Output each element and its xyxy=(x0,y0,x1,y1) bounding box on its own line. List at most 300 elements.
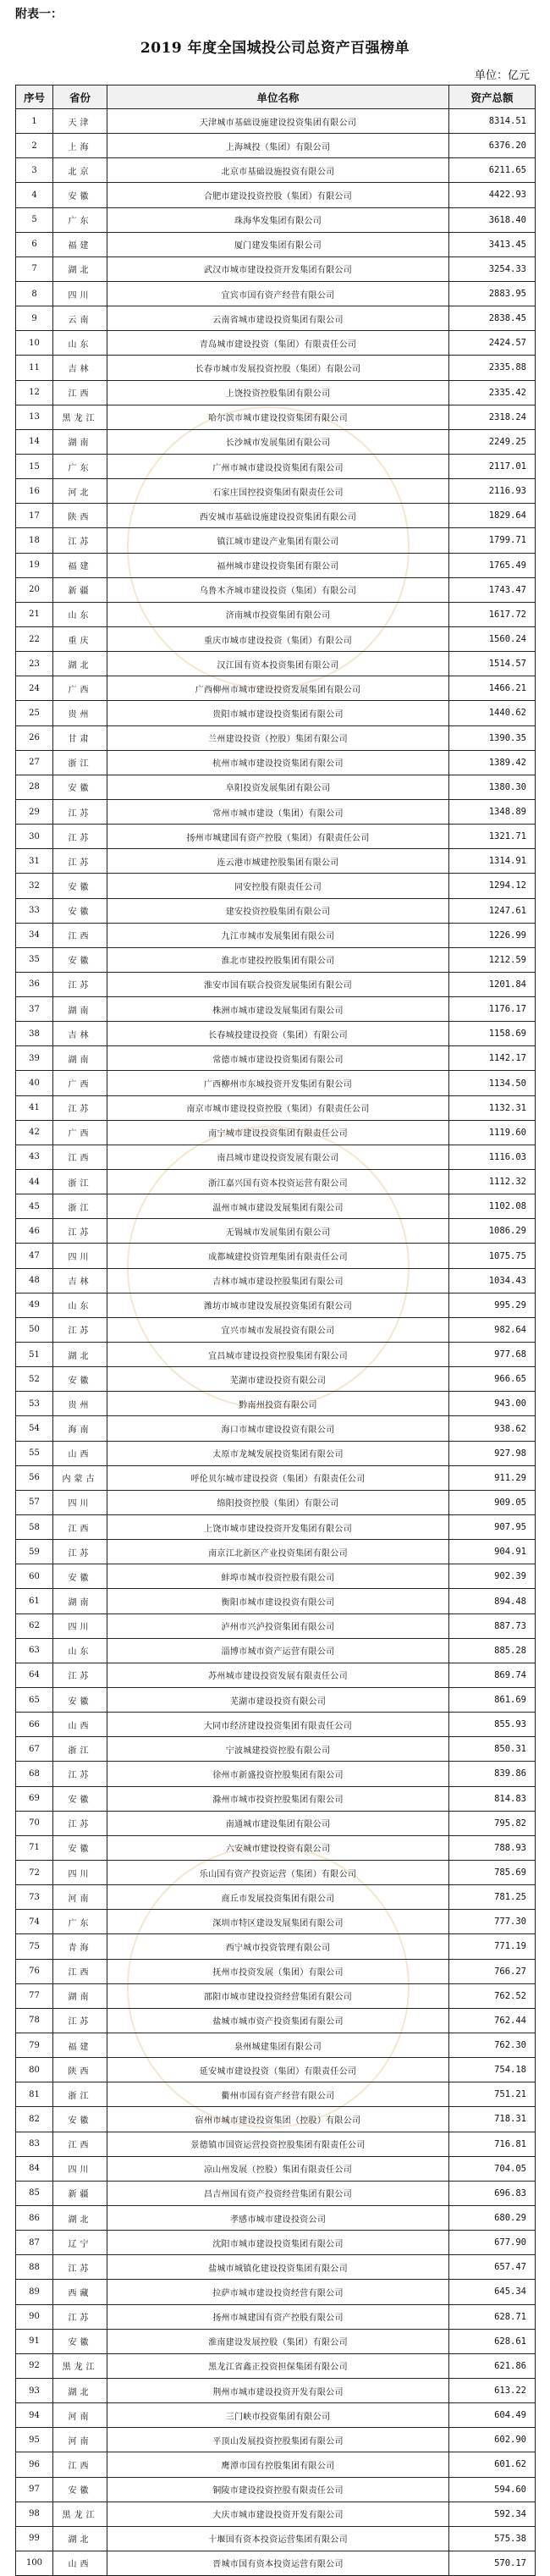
total-assets-cell: 1389.42 xyxy=(449,750,536,775)
total-assets-cell: 6376.20 xyxy=(449,134,536,158)
company-name-cell: 绵阳投资控股（集团）有限公司 xyxy=(107,1490,449,1514)
rank-cell: 79 xyxy=(16,2033,53,2057)
rank-cell: 92 xyxy=(16,2353,53,2378)
company-name-cell: 哈尔滨市城市建设投资集团有限公司 xyxy=(107,405,449,429)
company-name-cell: 抚州市投资发展（集团）有限公司 xyxy=(107,1959,449,1983)
total-assets-cell: 911.29 xyxy=(449,1465,536,1490)
rank-cell: 1 xyxy=(16,109,53,134)
table-row xyxy=(16,1910,536,1934)
company-name-cell: 宿州市城市建设投资集团（控股）有限公司 xyxy=(107,2107,449,2132)
province-cell: 江苏 xyxy=(53,1540,107,1564)
table-row xyxy=(16,158,536,183)
province-cell: 四川 xyxy=(53,2156,107,2181)
total-assets-cell: 604.49 xyxy=(449,2403,536,2428)
rank-cell: 88 xyxy=(16,2255,53,2280)
rank-cell: 50 xyxy=(16,1317,53,1342)
province-cell: 安徽 xyxy=(53,2477,107,2502)
province-cell: 江西 xyxy=(53,380,107,405)
rank-cell: 2 xyxy=(16,134,53,158)
company-name-cell: 南昌城市建设投资发展有限公司 xyxy=(107,1145,449,1169)
company-name-cell: 青岛城市建设投资（集团）有限责任公司 xyxy=(107,331,449,356)
province-cell: 吉林 xyxy=(53,1268,107,1293)
table-row xyxy=(16,553,536,577)
company-name-cell: 滁州市城市投资控股集团有限公司 xyxy=(107,1786,449,1811)
company-name-cell: 上海城投（集团）有限公司 xyxy=(107,134,449,158)
total-assets-cell: 2838.45 xyxy=(449,306,536,331)
company-name-cell: 福州城市建设投资集团有限公司 xyxy=(107,553,449,577)
province-cell: 安徽 xyxy=(53,2107,107,2132)
table-row xyxy=(16,1046,536,1071)
total-assets-cell: 592.34 xyxy=(449,2502,536,2526)
rank-cell: 78 xyxy=(16,2008,53,2033)
company-name-cell: 晋城市国有资本投资运营有限公司 xyxy=(107,2551,449,2575)
province-cell: 浙江 xyxy=(53,750,107,775)
rank-cell: 16 xyxy=(16,479,53,504)
province-cell: 安徽 xyxy=(53,947,107,972)
rank-cell: 49 xyxy=(16,1293,53,1317)
rank-cell: 99 xyxy=(16,2526,53,2551)
company-name-cell: 杭州市城市建设投资集团有限公司 xyxy=(107,750,449,775)
table-row xyxy=(16,2452,536,2477)
unit-label: 单位：亿元 xyxy=(474,69,530,82)
province-cell: 广东 xyxy=(53,454,107,478)
rank-cell: 74 xyxy=(16,1910,53,1934)
company-name-cell: 邵阳市城市建设投资经营集团有限公司 xyxy=(107,1983,449,2008)
company-name-cell: 吉林市城市建设控股集团有限公司 xyxy=(107,1268,449,1293)
table-row xyxy=(16,1219,536,1244)
company-name-cell: 延安城市建设投资（集团）有限责任公司 xyxy=(107,2058,449,2082)
company-name-cell: 长春城投建设投资（集团）有限公司 xyxy=(107,1022,449,1046)
table-row xyxy=(16,825,536,849)
company-name-cell: 南宁城市建设投资集团有限责任公司 xyxy=(107,1120,449,1145)
rank-cell: 22 xyxy=(16,626,53,651)
rank-cell: 93 xyxy=(16,2378,53,2402)
rank-cell: 33 xyxy=(16,898,53,923)
total-assets-cell: 696.83 xyxy=(449,2181,536,2205)
province-cell: 山西 xyxy=(53,1713,107,1737)
table-row xyxy=(16,2181,536,2205)
rank-cell: 5 xyxy=(16,207,53,232)
table-row xyxy=(16,2280,536,2304)
table-row xyxy=(16,2058,536,2082)
rank-cell: 96 xyxy=(16,2452,53,2477)
appendix-label: 附表一： xyxy=(15,8,63,21)
rank-cell: 95 xyxy=(16,2428,53,2452)
total-assets-cell: 754.18 xyxy=(449,2058,536,2082)
company-name-cell: 汉江国有资本投资集团有限公司 xyxy=(107,652,449,676)
total-assets-cell: 1514.57 xyxy=(449,652,536,676)
rank-cell: 9 xyxy=(16,306,53,331)
total-assets-cell: 1132.31 xyxy=(449,1095,536,1120)
table-row xyxy=(16,1317,536,1342)
province-cell: 陕西 xyxy=(53,2058,107,2082)
table-row xyxy=(16,331,536,356)
total-assets-cell: 850.31 xyxy=(449,1737,536,1762)
table-row xyxy=(16,356,536,380)
rank-cell: 21 xyxy=(16,602,53,626)
company-name-cell: 长沙城市发展集团有限公司 xyxy=(107,429,449,454)
total-assets-cell: 2335.42 xyxy=(449,380,536,405)
total-assets-cell: 1560.24 xyxy=(449,626,536,651)
company-name-cell: 大庆市城市建设投资开发有限公司 xyxy=(107,2502,449,2526)
province-cell: 陕西 xyxy=(53,504,107,528)
total-assets-cell: 1112.32 xyxy=(449,1170,536,1194)
province-cell: 福建 xyxy=(53,2033,107,2057)
company-name-cell: 云南省城市建设投资集团有限公司 xyxy=(107,306,449,331)
total-assets-cell: 902.39 xyxy=(449,1564,536,1589)
rank-cell: 14 xyxy=(16,429,53,454)
table-row xyxy=(16,1811,536,1835)
rank-cell: 26 xyxy=(16,725,53,750)
total-assets-cell: 6211.65 xyxy=(449,158,536,183)
rank-cell: 77 xyxy=(16,1983,53,2008)
total-assets-cell: 869.74 xyxy=(449,1663,536,1687)
company-name-cell: 荆州市城市建设投资开发有限公司 xyxy=(107,2378,449,2402)
province-cell: 重庆 xyxy=(53,626,107,651)
province-cell: 新疆 xyxy=(53,577,107,602)
province-cell: 安徽 xyxy=(53,775,107,799)
table-row xyxy=(16,2255,536,2280)
province-cell: 内蒙古 xyxy=(53,1465,107,1490)
rank-cell: 38 xyxy=(16,1022,53,1046)
province-cell: 四川 xyxy=(53,281,107,306)
rank-cell: 80 xyxy=(16,2058,53,2082)
table-row xyxy=(16,1343,536,1367)
total-assets-cell: 601.62 xyxy=(449,2452,536,2477)
rank-cell: 60 xyxy=(16,1564,53,1589)
rank-cell: 100 xyxy=(16,2551,53,2575)
company-name-cell: 六安城市建设投资有限公司 xyxy=(107,1835,449,1860)
company-name-cell: 广州市城市建设投资集团有限公司 xyxy=(107,454,449,478)
total-assets-cell: 982.64 xyxy=(449,1317,536,1342)
company-name-cell: 乐山国有资产投资运营（集团）有限公司 xyxy=(107,1860,449,1884)
total-assets-cell: 795.82 xyxy=(449,1811,536,1835)
total-assets-cell: 1466.21 xyxy=(449,676,536,701)
total-assets-cell: 570.17 xyxy=(449,2551,536,2575)
rank-cell: 10 xyxy=(16,331,53,356)
table-row xyxy=(16,454,536,478)
rank-cell: 90 xyxy=(16,2304,53,2329)
province-cell: 四川 xyxy=(53,1244,107,1268)
total-assets-cell: 3413.45 xyxy=(449,232,536,256)
rank-cell: 97 xyxy=(16,2477,53,2502)
table-row xyxy=(16,1959,536,1983)
province-cell: 安徽 xyxy=(53,1688,107,1713)
company-name-cell: 成都城建投资管理集团有限责任公司 xyxy=(107,1244,449,1268)
province-cell: 安徽 xyxy=(53,1367,107,1392)
table-row xyxy=(16,2205,536,2230)
rank-cell: 42 xyxy=(16,1120,53,1145)
table-row xyxy=(16,528,536,553)
company-name-cell: 泉州城建集团有限公司 xyxy=(107,2033,449,2057)
table-row xyxy=(16,109,536,134)
total-assets-cell: 1142.17 xyxy=(449,1046,536,1071)
province-cell: 四川 xyxy=(53,1613,107,1638)
rank-cell: 7 xyxy=(16,256,53,281)
total-assets-cell: 904.91 xyxy=(449,1540,536,1564)
province-cell: 河南 xyxy=(53,2428,107,2452)
province-cell: 贵州 xyxy=(53,701,107,725)
header-rank: 序号 xyxy=(16,85,53,109)
province-cell: 江苏 xyxy=(53,528,107,553)
rank-cell: 82 xyxy=(16,2107,53,2132)
province-cell: 上海 xyxy=(53,134,107,158)
company-name-cell: 上饶投资控股集团有限公司 xyxy=(107,380,449,405)
province-cell: 吉林 xyxy=(53,1022,107,1046)
rank-cell: 89 xyxy=(16,2280,53,2304)
rank-cell: 3 xyxy=(16,158,53,183)
province-cell: 安徽 xyxy=(53,1835,107,1860)
table-row xyxy=(16,1244,536,1268)
rank-cell: 43 xyxy=(16,1145,53,1169)
total-assets-cell: 1380.30 xyxy=(449,775,536,799)
table-row xyxy=(16,1688,536,1713)
province-cell: 甘肃 xyxy=(53,725,107,750)
province-cell: 江西 xyxy=(53,1515,107,1540)
rank-cell: 48 xyxy=(16,1268,53,1293)
province-cell: 江苏 xyxy=(53,799,107,824)
rank-cell: 19 xyxy=(16,553,53,577)
rank-cell: 67 xyxy=(16,1737,53,1762)
table-row xyxy=(16,1934,536,1959)
rank-cell: 25 xyxy=(16,701,53,725)
total-assets-cell: 613.22 xyxy=(449,2378,536,2402)
province-cell: 江西 xyxy=(53,1959,107,1983)
company-name-cell: 太原市龙城发展投资集团有限公司 xyxy=(107,1441,449,1465)
total-assets-cell: 628.61 xyxy=(449,2329,536,2353)
table-row xyxy=(16,849,536,874)
company-name-cell: 十堰国有资本投资运营集团有限公司 xyxy=(107,2526,449,2551)
rank-cell: 13 xyxy=(16,405,53,429)
total-assets-cell: 995.29 xyxy=(449,1293,536,1317)
province-cell: 河南 xyxy=(53,1885,107,1910)
total-assets-cell: 3254.33 xyxy=(449,256,536,281)
table-row xyxy=(16,405,536,429)
total-assets-cell: 657.47 xyxy=(449,2255,536,2280)
rank-cell: 41 xyxy=(16,1095,53,1120)
company-name-cell: 淄博市城市资产运营有限公司 xyxy=(107,1638,449,1663)
total-assets-cell: 785.69 xyxy=(449,1860,536,1884)
table-row xyxy=(16,1293,536,1317)
rank-cell: 64 xyxy=(16,1663,53,1687)
rank-cell: 54 xyxy=(16,1416,53,1441)
table-row xyxy=(16,1786,536,1811)
company-name-cell: 武汉市城市建设投资开发集团有限公司 xyxy=(107,256,449,281)
rank-cell: 52 xyxy=(16,1367,53,1392)
rank-cell: 37 xyxy=(16,997,53,1022)
company-name-cell: 连云港市城建控股集团有限公司 xyxy=(107,849,449,874)
page-title: 2019 年度全国城投公司总资产百强榜单 xyxy=(140,40,410,57)
rank-cell: 11 xyxy=(16,356,53,380)
total-assets-cell: 966.65 xyxy=(449,1367,536,1392)
province-cell: 贵州 xyxy=(53,1392,107,1416)
rank-cell: 32 xyxy=(16,874,53,898)
province-cell: 湖南 xyxy=(53,1983,107,2008)
company-name-cell: 铜陵市建设投资控股有限责任公司 xyxy=(107,2477,449,2502)
total-assets-cell: 1440.62 xyxy=(449,701,536,725)
province-cell: 江苏 xyxy=(53,849,107,874)
company-name-cell: 乌鲁木齐城市建设投资（集团）有限公司 xyxy=(107,577,449,602)
company-name-cell: 广西柳州市东城投资开发集团有限公司 xyxy=(107,1071,449,1095)
total-assets-cell: 1247.61 xyxy=(449,898,536,923)
company-name-cell: 拉萨市城市建设投资经营有限公司 xyxy=(107,2280,449,2304)
table-row xyxy=(16,750,536,775)
company-name-cell: 淮南建设发展控股（集团）有限公司 xyxy=(107,2329,449,2353)
company-name-cell: 西安城市基础设施建设投资集团有限公司 xyxy=(107,504,449,528)
company-name-cell: 珠海华发集团有限公司 xyxy=(107,207,449,232)
province-cell: 江西 xyxy=(53,1145,107,1169)
province-cell: 湖北 xyxy=(53,2378,107,2402)
table-row xyxy=(16,577,536,602)
company-name-cell: 上饶市城市建设投资开发集团有限公司 xyxy=(107,1515,449,1540)
province-cell: 山东 xyxy=(53,331,107,356)
table-row xyxy=(16,2107,536,2132)
rank-cell: 53 xyxy=(16,1392,53,1416)
table-row xyxy=(16,1589,536,1613)
table-row xyxy=(16,1490,536,1514)
company-name-cell: 淮安市国有联合投资发展集团有限公司 xyxy=(107,972,449,996)
table-row xyxy=(16,1441,536,1465)
table-row xyxy=(16,1392,536,1416)
rank-cell: 47 xyxy=(16,1244,53,1268)
company-name-cell: 扬州市城建国有资产控股（集团）有限责任公司 xyxy=(107,825,449,849)
province-cell: 广东 xyxy=(53,207,107,232)
table-row xyxy=(16,1367,536,1392)
table-row xyxy=(16,1022,536,1046)
table-row xyxy=(16,380,536,405)
table-row xyxy=(16,2231,536,2255)
table-row xyxy=(16,602,536,626)
table-row xyxy=(16,1885,536,1910)
total-assets-cell: 4422.93 xyxy=(449,183,536,207)
table-row xyxy=(16,2526,536,2551)
province-cell: 湖南 xyxy=(53,1589,107,1613)
rank-cell: 12 xyxy=(16,380,53,405)
company-name-cell: 商丘市发展投资集团有限公司 xyxy=(107,1885,449,1910)
header-total-assets: 资产总额 xyxy=(449,85,536,109)
total-assets-cell: 718.31 xyxy=(449,2107,536,2132)
province-cell: 福建 xyxy=(53,553,107,577)
rank-cell: 51 xyxy=(16,1343,53,1367)
province-cell: 西藏 xyxy=(53,2280,107,2304)
total-assets-cell: 1390.35 xyxy=(449,725,536,750)
rank-cell: 91 xyxy=(16,2329,53,2353)
total-assets-cell: 2117.01 xyxy=(449,454,536,478)
table-row xyxy=(16,2329,536,2353)
company-name-cell: 浙江嘉兴国有资本投资运营有限公司 xyxy=(107,1170,449,1194)
company-name-cell: 芜湖市建设投资有限公司 xyxy=(107,1688,449,1713)
company-name-cell: 宜宾市国有资产经营有限公司 xyxy=(107,281,449,306)
rank-cell: 30 xyxy=(16,825,53,849)
total-assets-cell: 1116.03 xyxy=(449,1145,536,1169)
province-cell: 青海 xyxy=(53,1934,107,1959)
table-row xyxy=(16,1713,536,1737)
company-name-cell: 宜昌城市建设投资控股集团有限公司 xyxy=(107,1343,449,1367)
province-cell: 安徽 xyxy=(53,1564,107,1589)
table-row xyxy=(16,676,536,701)
company-name-cell: 衢州市国有资产经营有限公司 xyxy=(107,2082,449,2107)
table-row xyxy=(16,972,536,996)
table-row xyxy=(16,2304,536,2329)
table-row xyxy=(16,874,536,898)
table-row xyxy=(16,2082,536,2107)
rank-cell: 29 xyxy=(16,799,53,824)
company-name-cell: 南京江北新区产业投资集团有限公司 xyxy=(107,1540,449,1564)
total-assets-cell: 8314.51 xyxy=(449,109,536,134)
rank-cell: 4 xyxy=(16,183,53,207)
rank-cell: 98 xyxy=(16,2502,53,2526)
company-name-cell: 天津城市基础设施建设投资集团有限公司 xyxy=(107,109,449,134)
company-name-cell: 九江市城市发展集团有限公司 xyxy=(107,923,449,947)
province-cell: 安徽 xyxy=(53,1786,107,1811)
province-cell: 广西 xyxy=(53,1120,107,1145)
table-row xyxy=(16,1663,536,1687)
company-name-cell: 徐州市新盛投资控股集团有限公司 xyxy=(107,1762,449,1786)
table-header-row xyxy=(16,85,536,109)
rank-cell: 23 xyxy=(16,652,53,676)
total-assets-cell: 704.05 xyxy=(449,2156,536,2181)
table-row xyxy=(16,1515,536,1540)
province-cell: 浙江 xyxy=(53,1194,107,1219)
header-province: 省份 xyxy=(53,85,107,109)
table-row xyxy=(16,306,536,331)
company-name-cell: 昌吉州国有资产投资经营集团有限公司 xyxy=(107,2181,449,2205)
table-row xyxy=(16,183,536,207)
table-row xyxy=(16,1268,536,1293)
company-name-cell: 平顶山发展投资控股集团有限公司 xyxy=(107,2428,449,2452)
rank-cell: 57 xyxy=(16,1490,53,1514)
province-cell: 安徽 xyxy=(53,2329,107,2353)
total-assets-cell: 909.05 xyxy=(449,1490,536,1514)
total-assets-cell: 839.86 xyxy=(449,1762,536,1786)
rank-cell: 58 xyxy=(16,1515,53,1540)
total-assets-cell: 1102.08 xyxy=(449,1194,536,1219)
total-assets-cell: 1075.75 xyxy=(449,1244,536,1268)
province-cell: 江苏 xyxy=(53,2255,107,2280)
rank-cell: 87 xyxy=(16,2231,53,2255)
company-name-cell: 蚌埠市城市投资控股有限公司 xyxy=(107,1564,449,1589)
table-row xyxy=(16,997,536,1022)
province-cell: 山东 xyxy=(53,1293,107,1317)
table-row xyxy=(16,429,536,454)
province-cell: 安徽 xyxy=(53,898,107,923)
rank-cell: 76 xyxy=(16,1959,53,1983)
company-name-cell: 芜湖市建设投资有限公司 xyxy=(107,1367,449,1392)
total-assets-cell: 1212.59 xyxy=(449,947,536,972)
total-assets-cell: 645.34 xyxy=(449,2280,536,2304)
rank-cell: 62 xyxy=(16,1613,53,1638)
company-name-cell: 厦门建发集团有限公司 xyxy=(107,232,449,256)
province-cell: 广西 xyxy=(53,676,107,701)
company-name-cell: 南通城市建设集团有限公司 xyxy=(107,1811,449,1835)
table-row xyxy=(16,1638,536,1663)
company-name-cell: 建安投资控股集团有限公司 xyxy=(107,898,449,923)
province-cell: 江苏 xyxy=(53,1762,107,1786)
table-row xyxy=(16,2132,536,2156)
company-name-cell: 淮北市建投控股集团有限公司 xyxy=(107,947,449,972)
total-assets-cell: 621.86 xyxy=(449,2353,536,2378)
province-cell: 云南 xyxy=(53,306,107,331)
rank-cell: 65 xyxy=(16,1688,53,1713)
rank-cell: 73 xyxy=(16,1885,53,1910)
table-row xyxy=(16,2353,536,2378)
table-row xyxy=(16,1762,536,1786)
rank-cell: 15 xyxy=(16,454,53,478)
province-cell: 山东 xyxy=(53,602,107,626)
total-assets-cell: 1294.12 xyxy=(449,874,536,898)
total-assets-cell: 762.52 xyxy=(449,1983,536,2008)
table-row xyxy=(16,775,536,799)
